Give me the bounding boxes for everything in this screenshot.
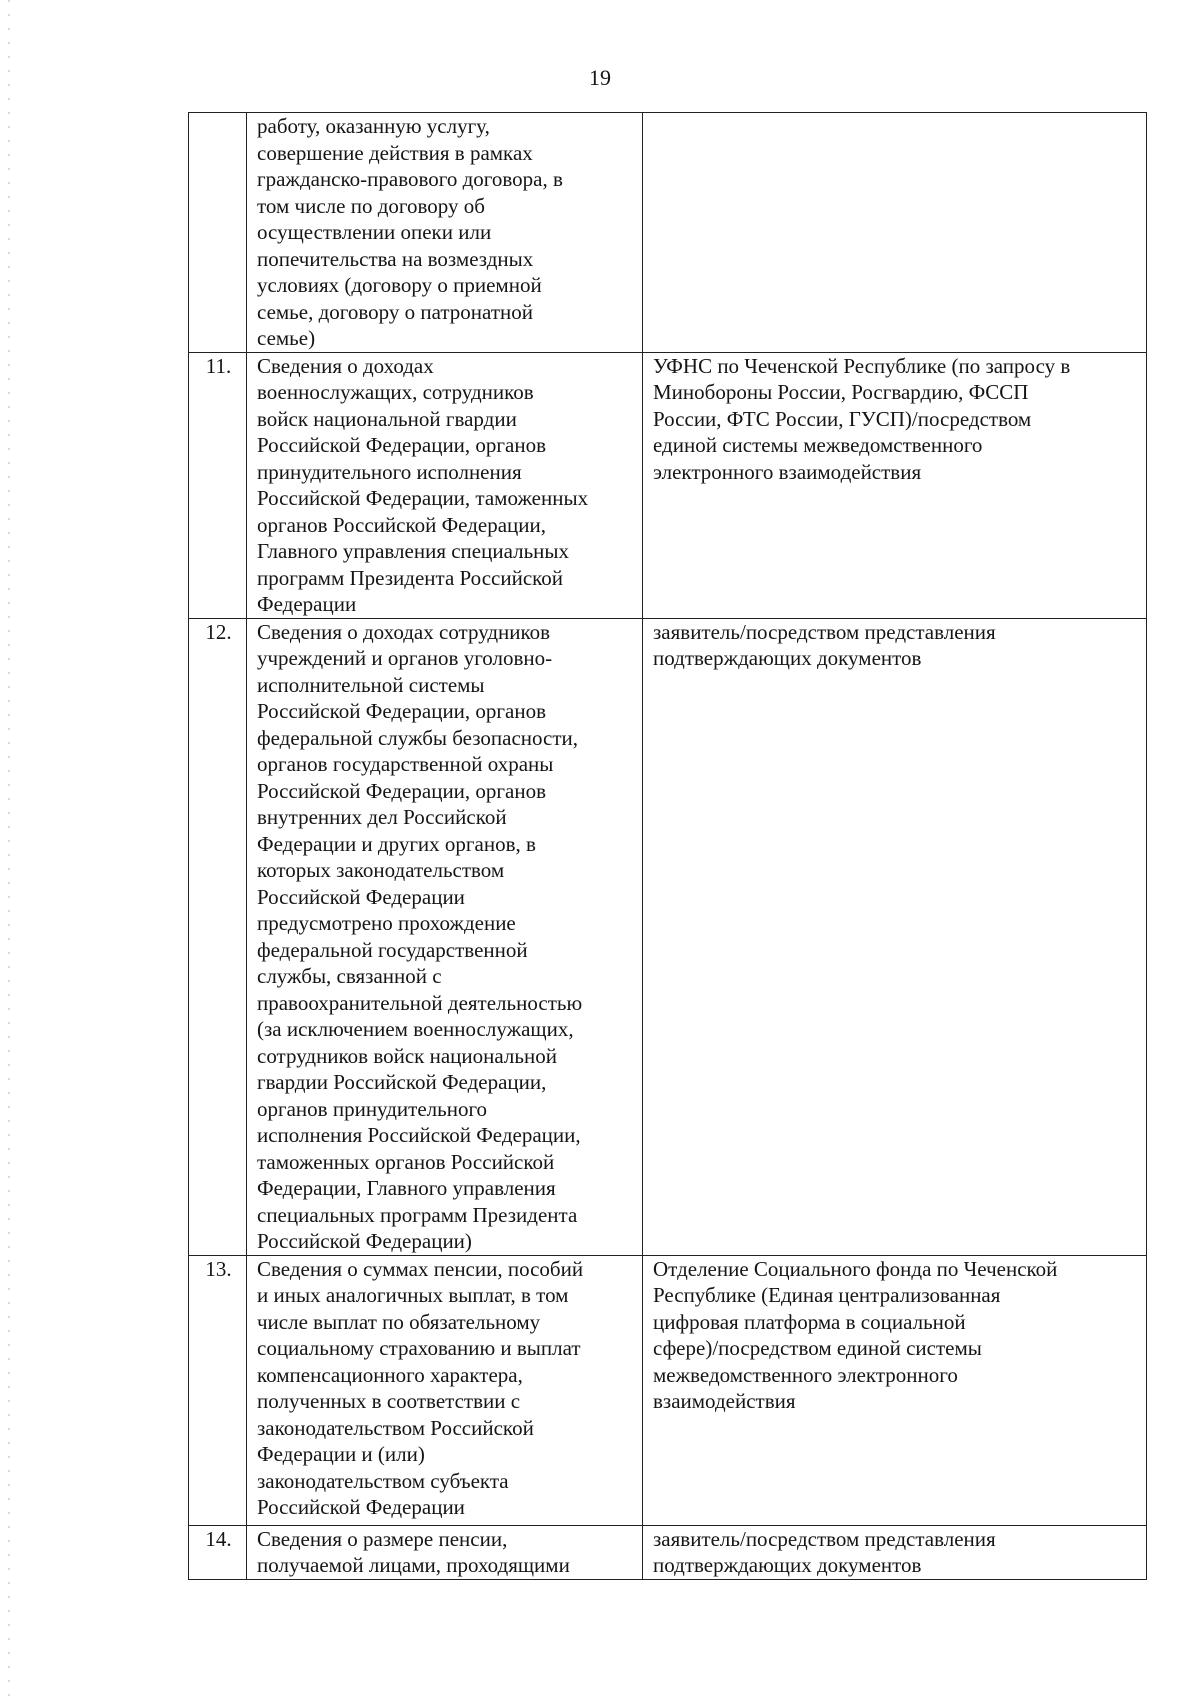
row-description: работу, оказанную услугу, совершение действия в рамках гражданско-правового договора, в том числе по договору об осуществлении опеки или попечительства на возмездных условиях (договору о приемной семье, договору о патронатной семье) [247, 113, 643, 353]
row-source: УФНС по Чеченской Республике (по запросу в Минобороны России, Росгвардию, ФССП России, ФТС России, ГУСП)/посредством единой системы межведомственного электронного взаимодействия [643, 352, 1147, 618]
table-row [189, 618, 1147, 1255]
row-number: 12. [189, 618, 247, 1255]
row-description: Сведения о доходах военнослужащих, сотрудников войск национальной гвардии Российской Федерации, органов принудительного исполнения Российской Федерации, таможенных органов Российской Федерации, Главного управления специальных программ Президента Российской Федерации [247, 352, 643, 618]
row-source: Отделение Социального фонда по Чеченской Республике (Единая централизованная цифровая платформа в социальной сфере)/посредством единой системы межведомственного электронного взаимодействия [643, 1255, 1147, 1525]
row-number: 13. [189, 1255, 247, 1525]
row-source: заявитель/посредством представления подтверждающих документов [643, 1525, 1147, 1579]
table-row [189, 352, 1147, 618]
row-description: Сведения о размере пенсии, получаемой лицами, проходящими [247, 1525, 643, 1579]
row-number: 14. [189, 1525, 247, 1579]
row-source [643, 113, 1147, 353]
row-description: Сведения о доходах сотрудников учреждений и органов уголовно- исполнительной системы Российской Федерации, органов федеральной службы безопасности, органов государственной охраны Российской Федерации, органов внутренних дел Российской Федерации и других органов, в которых законодательством Российской Федерации предусмотрено прохождение федеральной государственной службы, связанной с правоохранительной деятельностью (за исключением военнослужащих, сотрудников войск национальной гвардии Российской Федерации, органов принудительного исполнения Российской Федерации, таможенных органов Российской Федерации, Главного управления специальных программ Президента Российской Федерации) [247, 618, 643, 1255]
table-row [189, 1525, 1147, 1579]
scan-edge-marks [8, 0, 10, 1697]
table-row [189, 113, 1147, 353]
row-number [189, 113, 247, 353]
row-number: 11. [189, 352, 247, 618]
table-row [189, 1255, 1147, 1525]
row-source: заявитель/посредством представления подтверждающих документов [643, 618, 1147, 1255]
document-table [188, 112, 1147, 1580]
row-description: Сведения о суммах пенсии, пособий и иных аналогичных выплат, в том числе выплат по обязательному социальному страхованию и выплат компенсационного характера, полученных в соответствии с законодательством Российской Федерации и (или) законодательством субъекта Российской Федерации [247, 1255, 643, 1525]
page-number: 19 [589, 65, 611, 90]
